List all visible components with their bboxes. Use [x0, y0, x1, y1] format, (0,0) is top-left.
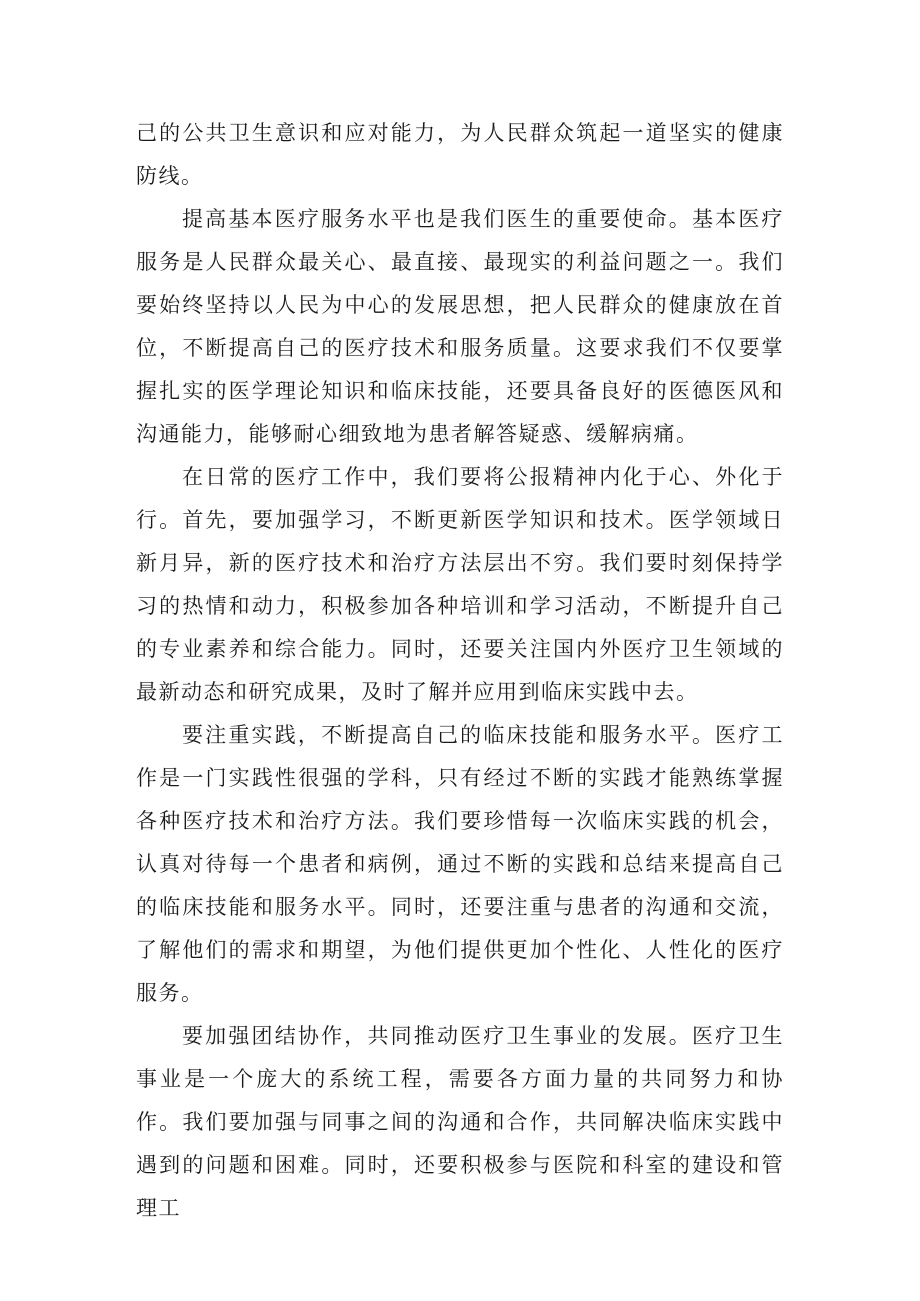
paragraph-3: 在日常的医疗工作中，我们要将公报精神内化于心、外化于行。首先，要加强学习，不断更新医学知识和技术。医学领域日新月异，新的医疗技术和治疗方法层出不穷。我们要时刻保持学习的热情和动力，积极参加各种培训和学习活动，不断提升自己的专业素养和综合能力。同时，还要关注国内外医疗卫生领域的最新动态和研究成果，及时了解并应用到临床实践中去。: [136, 465, 784, 704]
paragraph-2: 提高基本医疗服务水平也是我们医生的重要使命。基本医疗服务是人民群众最关心、最直接、最现实的利益问题之一。我们要始终坚持以人民为中心的发展思想，把人民群众的健康放在首位，不断提高自己的医疗技术和服务质量。这要求我们不仅要掌握扎实的医学理论知识和临床技能，还要具备良好的医德医风和沟通能力，能够耐心细致地为患者解答疑惑、缓解病痛。: [136, 207, 784, 446]
document-body: [136, 112, 784, 1230]
paragraph-5: 要加强团结协作，共同推动医疗卫生事业的发展。医疗卫生事业是一个庞大的系统工程，需要各方面力量的共同努力和协作。我们要加强与同事之间的沟通和合作，共同解决临床实践中遇到的问题和困难。同时，还要积极参与医院和科室的建设和管理工: [136, 1024, 784, 1220]
paragraph-1: 己的公共卫生意识和应对能力，为人民群众筑起一道坚实的健康防线。: [136, 121, 784, 188]
paragraph-4: 要注重实践，不断提高自己的临床技能和服务水平。医疗工作是一门实践性很强的学科，只有经过不断的实践才能熟练掌握各种医疗技术和治疗方法。我们要珍惜每一次临床实践的机会，认真对待每一个患者和病例，通过不断的实践和总结来提高自己的临床技能和服务水平。同时，还要注重与患者的沟通和交流，了解他们的需求和期望，为他们提供更加个性化、人性化的医疗服务。: [136, 723, 784, 1005]
